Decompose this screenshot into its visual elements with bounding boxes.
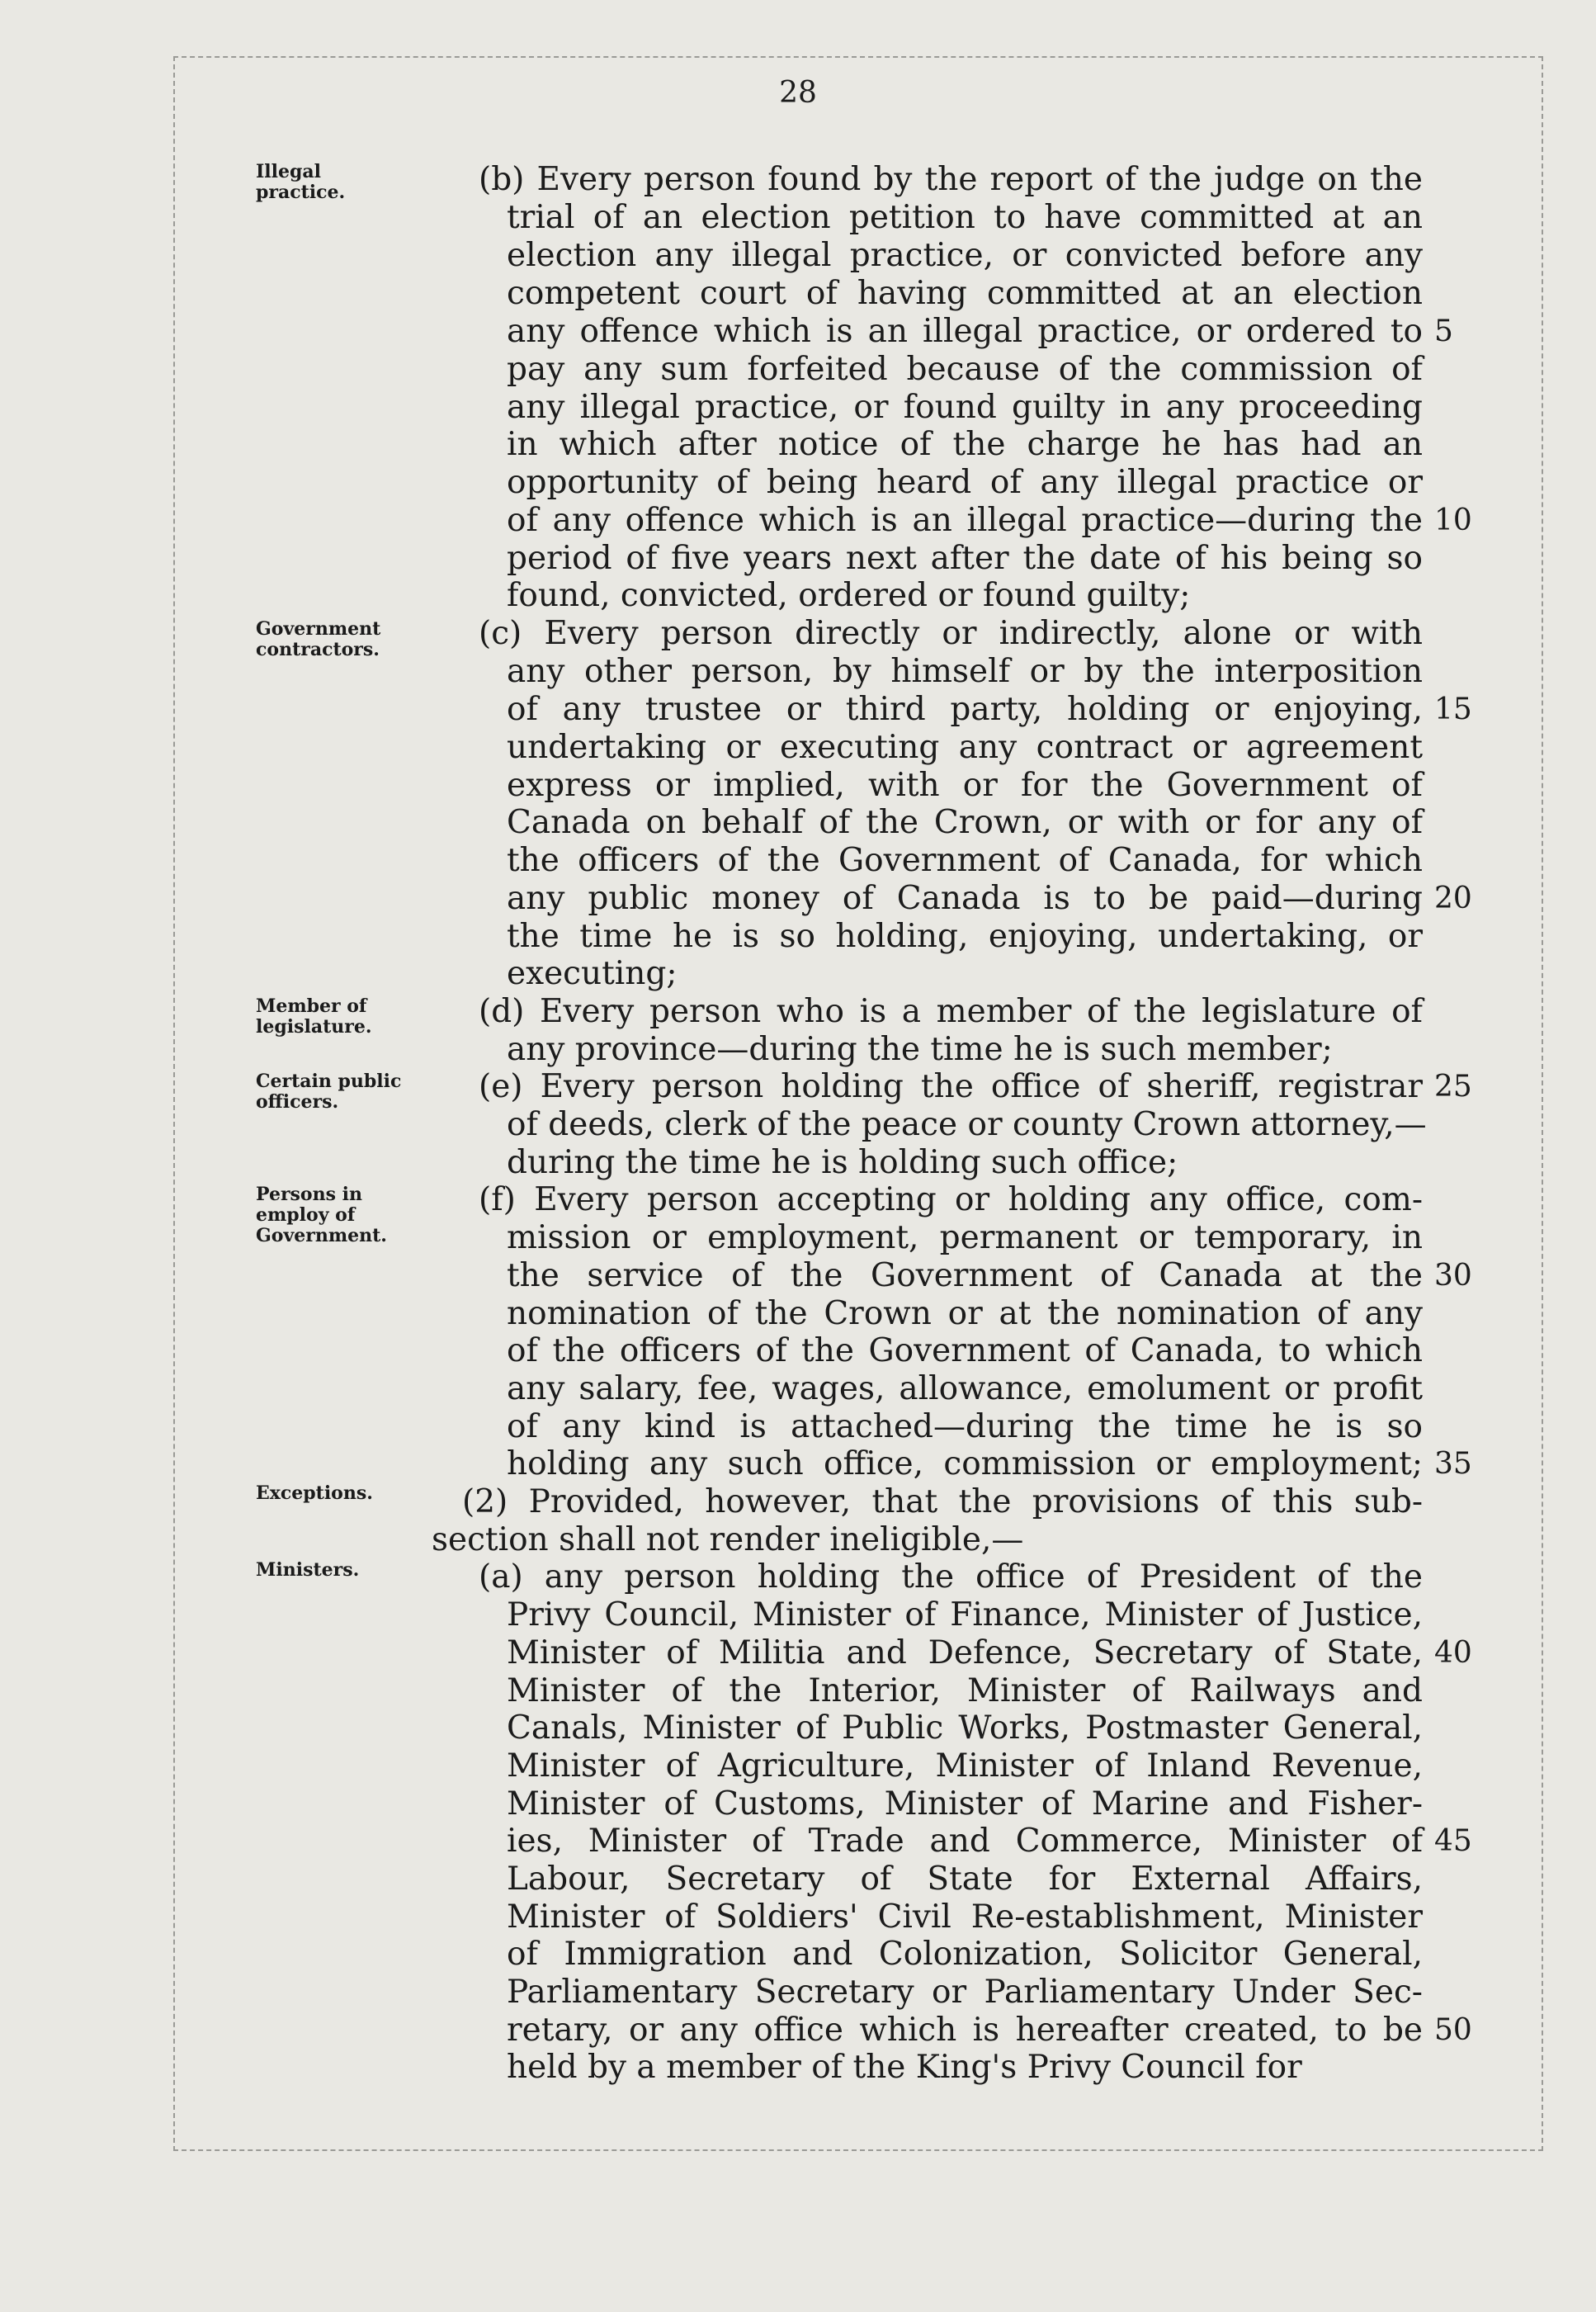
text-line: during the time he is holding such office; (507, 1144, 1178, 1181)
text-line: (b) Every person found by the report of the judge on the (479, 161, 1423, 198)
text-line: opportunity of being heard of any illegal practice or (507, 464, 1423, 501)
text-line: Minister of Agriculture, Minister of Inland Revenue, (507, 1747, 1423, 1785)
text-line: of any kind is attached—during the time he is so (507, 1408, 1423, 1445)
text-line: competent court of having committed at an election (507, 275, 1423, 312)
text-line: Canals, Minister of Public Works, Postmaster General, (507, 1709, 1423, 1747)
margin-note-ministers: Ministers. (256, 1559, 360, 1581)
text-line: the time he is so holding, enjoying, undertaking, or (507, 918, 1423, 955)
text-line: any offence which is an illegal practice, or ordered to (507, 313, 1423, 350)
text-line: of Immigration and Colonization, Solicitor General, (507, 1936, 1423, 1973)
text-line: any other person, by himself or by the interposition (507, 653, 1423, 690)
line-number: 15 (1434, 693, 1472, 726)
line-number: 35 (1434, 1447, 1472, 1481)
line-number: 5 (1434, 314, 1453, 348)
text-line: (f) Every person accepting or holding any office, com- (479, 1181, 1423, 1218)
margin-note-illegal-practice: Illegal practice. (256, 161, 346, 203)
text-line: (e) Every person holding the office of sheriff, registrar (479, 1068, 1423, 1105)
text-line: any province—during the time he is such member; (507, 1031, 1333, 1068)
text-line: found, convicted, ordered or found guilty; (507, 577, 1191, 614)
line-number: 30 (1434, 1259, 1472, 1293)
text-line: of the officers of the Government of Canada, to which (507, 1332, 1423, 1369)
line-number: 50 (1434, 2013, 1472, 2047)
text-line: held by a member of the King's Privy Council for (507, 2049, 1302, 2086)
text-line: Parliamentary Secretary or Parliamentary Under Sec- (507, 1974, 1423, 2011)
text-line: period of five years next after the date of his being so (507, 540, 1423, 577)
text-line: the service of the Government of Canada at the (507, 1257, 1423, 1294)
text-line: in which after notice of the charge he has had an (507, 426, 1423, 463)
text-line: any public money of Canada is to be paid—during (507, 880, 1423, 917)
text-line: Minister of Militia and Defence, Secretary of State, (507, 1634, 1423, 1671)
line-number: 25 (1434, 1070, 1472, 1104)
margin-note-certain-public-officers: Certain public officers. (256, 1071, 402, 1113)
text-line: of any offence which is an illegal practice—during the (507, 502, 1423, 539)
text-line: undertaking or executing any contract or agreement (507, 729, 1423, 766)
text-line: (a) any person holding the office of President of the (479, 1558, 1423, 1596)
line-number: 40 (1434, 1636, 1472, 1670)
text-line: Minister of Soldiers' Civil Re-establishment, Minister (507, 1898, 1423, 1936)
text-line: Minister of the Interior, Minister of Railways and (507, 1672, 1423, 1709)
text-line: executing; (507, 955, 678, 992)
line-number: 45 (1434, 1824, 1472, 1858)
text-line: Privy Council, Minister of Finance, Minister of Justice, (507, 1596, 1423, 1634)
text-line: any salary, fee, wages, allowance, emolument or profit (507, 1370, 1423, 1407)
line-number: 20 (1434, 882, 1472, 915)
text-line: (c) Every person directly or indirectly, alone or with (479, 615, 1423, 652)
text-line: Minister of Customs, Minister of Marine and Fisher- (507, 1785, 1423, 1823)
line-number: 10 (1434, 504, 1472, 537)
text-line: election any illegal practice, or convicted before any (507, 237, 1423, 274)
text-line: express or implied, with or for the Government of (507, 767, 1423, 804)
margin-note-exceptions: Exceptions. (256, 1482, 373, 1504)
text-line: of deeds, clerk of the peace or county Crown attorney,— (507, 1106, 1427, 1143)
text-line: holding any such office, commission or employment; (507, 1445, 1423, 1482)
margin-note-government-contractors: Government contractors. (256, 618, 381, 660)
text-line: (d) Every person who is a member of the legislature of (479, 993, 1423, 1030)
text-line: nomination of the Crown or at the nomination of any (507, 1295, 1423, 1332)
text-line: mission or employment, permanent or temporary, in (507, 1219, 1423, 1256)
text-line: ies, Minister of Trade and Commerce, Minister of (507, 1823, 1423, 1860)
text-line: any illegal practice, or found guilty in any proceeding (507, 389, 1423, 426)
text-line: Canada on behalf of the Crown, or with or for any of (507, 804, 1423, 841)
text-line: section shall not render ineligible,— (432, 1521, 1024, 1558)
text-line: Labour, Secretary of State for External Affairs, (507, 1860, 1423, 1898)
text-line: of any trustee or third party, holding or enjoying, (507, 691, 1423, 728)
page-number: 28 (779, 76, 817, 110)
text-line: (2) Provided, however, that the provisions of this sub- (462, 1483, 1423, 1520)
margin-note-persons-in-employ: Persons in employ of Government. (256, 1184, 387, 1246)
text-line: pay any sum forfeited because of the commission of (507, 351, 1423, 388)
text-line: retary, or any office which is hereafter created, to be (507, 2012, 1423, 2049)
margin-note-member-of-legislature: Member of legislature. (256, 995, 372, 1038)
text-line: trial of an election petition to have committed at an (507, 199, 1423, 236)
text-line: the officers of the Government of Canada, for which (507, 842, 1423, 879)
